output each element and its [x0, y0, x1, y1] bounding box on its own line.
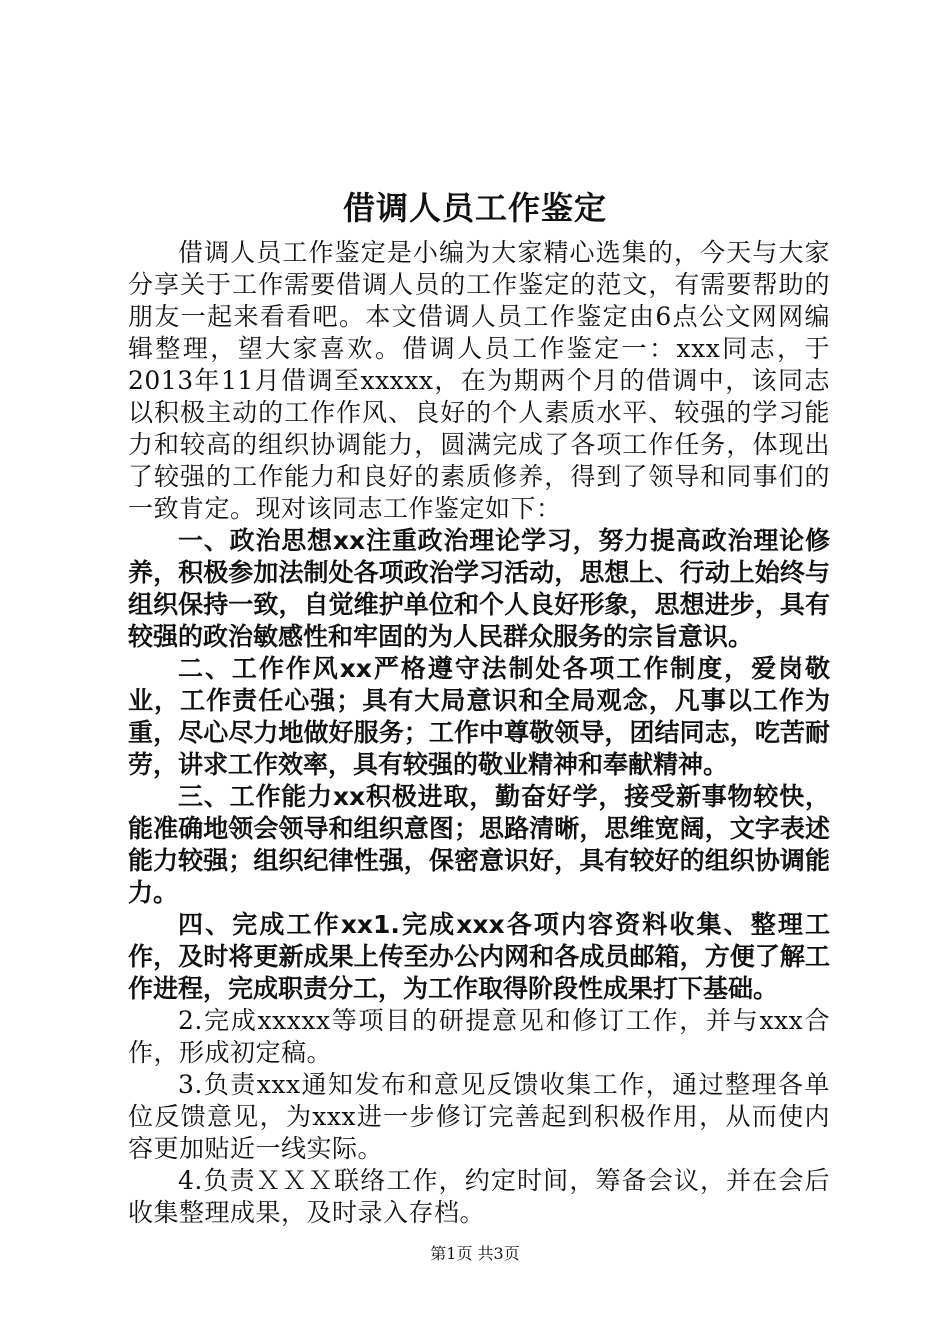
section-political-thought: 一、政治思想xx注重政治理论学习，努力提高政治理论修养，积极参加法制处各项政治学习活动，思想上、行动上始终与组织保持一致，自觉维护单位和个人良好形象，思想进步，具有较强的政治敏感性和牢固的为人民群众服务的宗旨意识。 [128, 526, 830, 651]
list-item-3: 3.负责xxx通知发布和意见反馈收集工作，通过整理各单位反馈意见，为xxx进一步修订完善起到积极作用，从而使内容更加贴近一线实际。 [128, 1070, 830, 1163]
document-title: 借调人员工作鉴定 [342, 189, 607, 227]
section-work-ability: 三、工作能力xx积极进取，勤奋好学，接受新事物较快，能准确地领会领导和组织意图；思路清晰，思维宽阔，文字表述能力较强；组织纪律性强，保密意识好，具有较好的组织协调能力。 [128, 782, 830, 907]
intro-paragraph: 借调人员工作鉴定是小编为大家精心选集的，今天与大家分享关于工作需要借调人员的工作鉴定的范文，有需要帮助的朋友一起来看看吧。本文借调人员工作鉴定由6点公文网网编辑整理，望大家喜欢。借调人员工作鉴定一：xxx同志，于2013年11月借调至xxxxx，在为期两个月的借调中，该同志以积极主动的工作作风、良好的个人素质水平、较强的学习能力和较高的组织协调能力，圆满完成了各项工作任务，体现出了较强的工作能力和良好的素质修养，得到了领导和同事们的一致肯定。现对该同志工作鉴定如下： [128, 238, 830, 523]
document-body [128, 237, 830, 1229]
list-item-4: 4.负责ＸＸＸ联络工作，约定时间，筹备会议，并在会后收集整理成果，及时录入存档。 [128, 1166, 830, 1227]
page-number-footer: 第1页 共3页 [430, 1244, 520, 1263]
list-item-2: 2.完成xxxxx等项目的研提意见和修订工作，并与xxx合作，形成初定稿。 [128, 1006, 830, 1067]
section-work-style: 二、工作作风xx严格遵守法制处各项工作制度，爱岗敬业，工作责任心强；具有大局意识和全局观念，凡事以工作为重，尽心尽力地做好服务；工作中尊敬领导，团结同志，吃苦耐劳，讲求工作效率，具有较强的敬业精神和奉献精神。 [128, 654, 830, 779]
section-completed-work: 四、完成工作xx1.完成xxx各项内容资料收集、整理工作，及时将更新成果上传至办公内网和各成员邮箱，方便了解工作进程，完成职责分工，为工作取得阶段性成果打下基础。 [128, 910, 830, 1003]
